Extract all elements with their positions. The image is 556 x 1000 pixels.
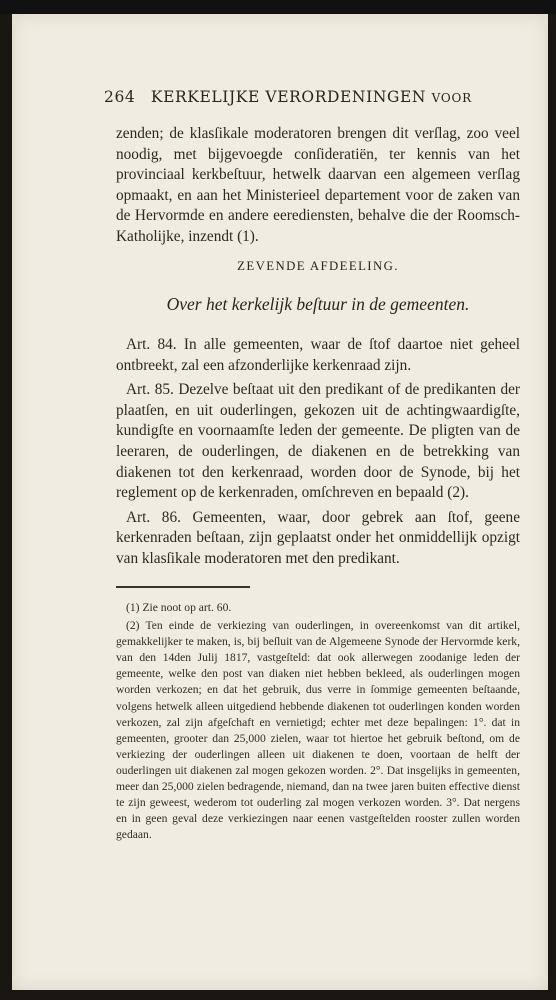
footnotes-block [116, 600, 520, 843]
continuation-paragraph: zenden; de klasſikale moderatoren brengen dit verſlag, zoo veel noodig, met bijgevoegde conſideratiën, ter kennis van het provinciaal kerkbeſtuur, hetwelk daarvan een algemeen verſlag opmaakt, en aan het Ministerieel departement voor de zaken van de Hervormde en andere eerediensten, behalve die der Roomsch-Katholijke, inzendt (1). [116, 125, 520, 245]
footnote-text: Ten einde de verkiezing van ouderlingen, in overeenkomst van dit artikel, gemakkelijker te maken, is, bij beſluit van de Algemeene Synode der Hervormde kerk, van den 14den Julij 1817, vastgeſteld: dat ook allerwegen zoodanige leden der gemeente, welke den post van diaken niet hebben bekleed, als ouderlingen mogen worden verkozen; en dat het gebruik, dus verre in ſommige gemeenten beſtaande, volgens hetwelk alleen uitgediend hebbende diakenen tot ouderlingen konden worden verkozen, zal zijn afgeſchaft en vernietigd; echter met deze bepalingen: 1°. dat in gemeenten, grooter dan 25,000 zielen, waar tot hiertoe het gebruik beſtond, om de verkiezing der ouderlingen alleen uit diakenen te doen, voortaan de helft der ouderlingen uit diakenen zal mogen gekozen worden. 2°. Dat insgelijks in gemeenten, meer dan 25,000 zielen bedragende, niemand, dan na twee jaren buiten effective dienst te zijn geweest, wederom tot ouderling zal mogen verkozen worden. 3°. Dat nergens en in geen geval deze verkiezingen naar eenen vastgeſtelden rooster zullen worden gedaan. [116, 619, 520, 842]
footnote-mark: (2) [126, 619, 140, 633]
article-84 [116, 335, 520, 376]
footnote-text: Zie noot op art. 60. [142, 601, 232, 614]
footnote-1 [116, 600, 520, 616]
header-title: KERKELIJKE VERORDENINGEN [150, 88, 427, 106]
footnote-divider [116, 586, 250, 588]
running-header [104, 88, 524, 106]
section-subheading: Over het kerkelijk beſtuur in de gemeenten. [166, 294, 470, 314]
article-label: Art. 85. [126, 381, 174, 399]
section-heading: ZEVENDE AFDEELING. [237, 259, 399, 273]
article-text: Dezelve beſtaat uit den predikant of de predikanten der plaatſen, en uit ouderlingen, gekozen uit de achtingwaardigſte, kundigſte en voornaamſte leden der gemeente. De pligten van de leeraren, de ouderlingen, de diakenen en de betrekking van diakenen tot den kerkenraad, worden door de Synode, bij het reglement op de kerkenraden, omſchreven en bepaald (2). [116, 381, 520, 502]
article-85 [116, 380, 520, 504]
article-text: Gemeenten, waar, door gebrek aan ſtof, geene kerkenraden beſtaan, zijn geplaatst onder het onmiddellijk opzigt van klasſikale moderatoren met den predikant. [116, 508, 520, 567]
footnote-mark: (1) [126, 601, 140, 614]
header-title-tail: VOOR [431, 91, 472, 105]
article-86 [116, 508, 520, 570]
articles-block [116, 335, 520, 570]
article-text: In alle gemeenten, waar de ſtof daartoe niet geheel ontbreekt, zal een afzonderlijke kerkenraad zijn. [116, 336, 520, 374]
footnote-2 [116, 618, 520, 843]
continuation-block [116, 124, 520, 248]
article-label: Art. 84. [126, 336, 177, 353]
article-label: Art. 86. [126, 508, 181, 526]
scan-border [0, 0, 556, 14]
page-number: 264 [104, 88, 136, 106]
